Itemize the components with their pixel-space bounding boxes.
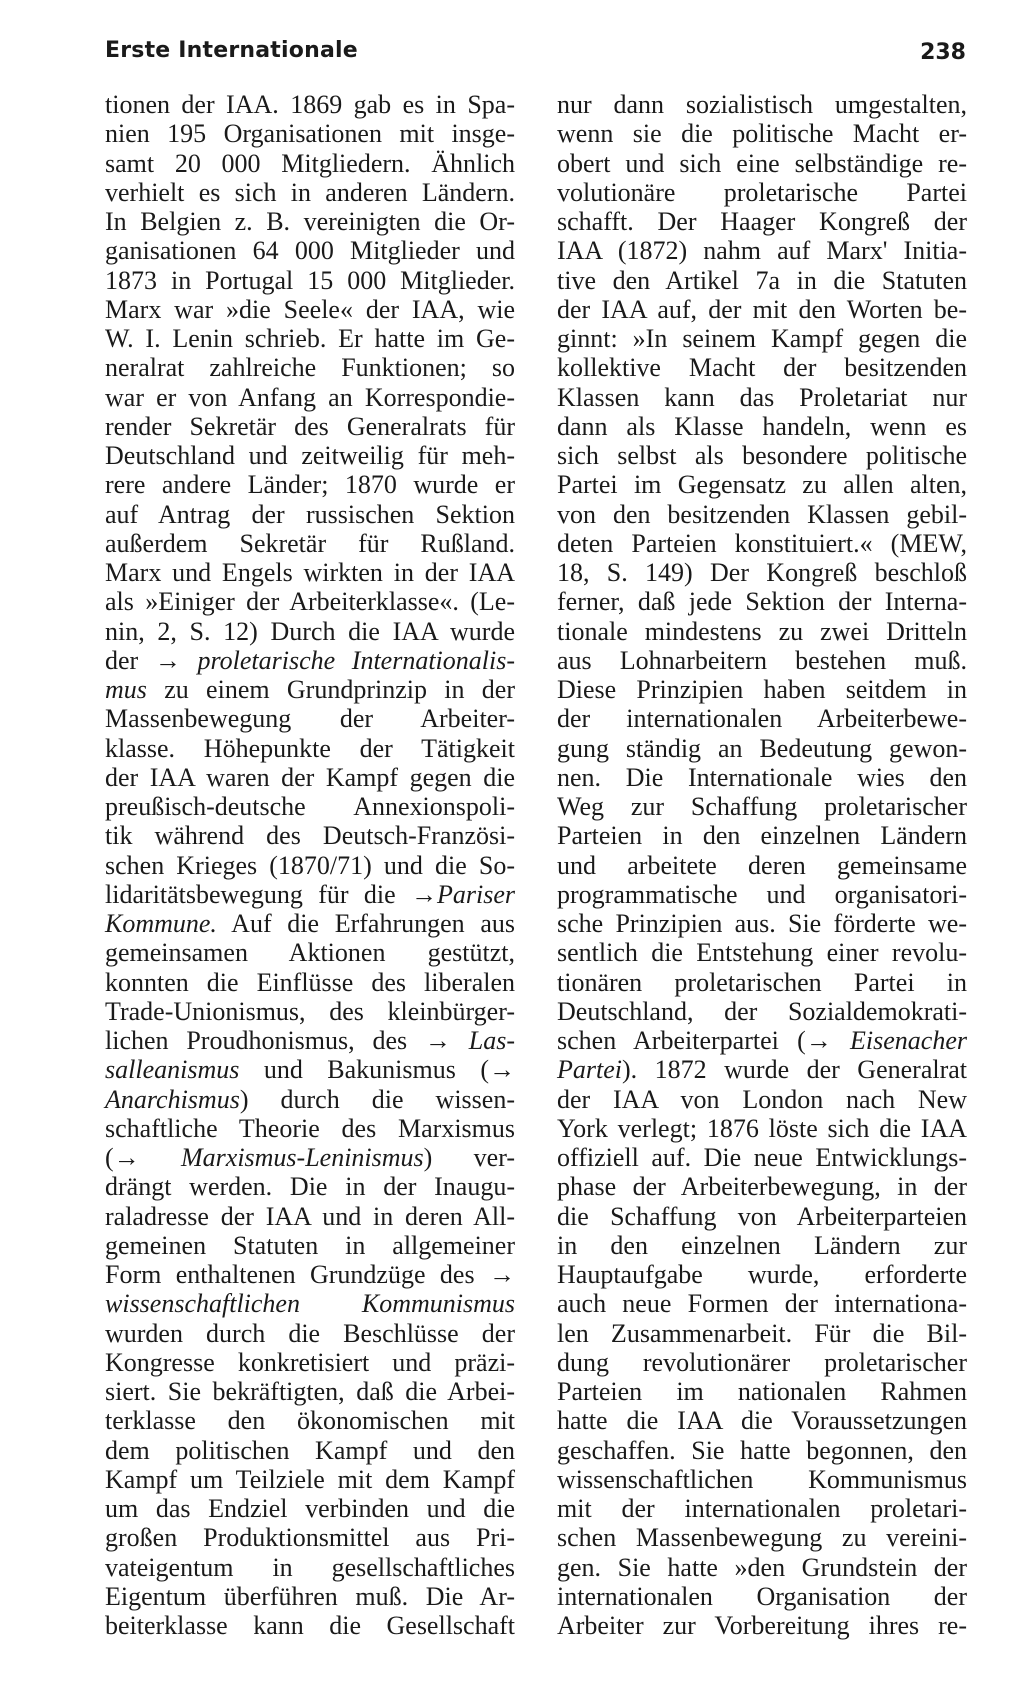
- text-line: Massenbewegung der Arbeiter-: [105, 704, 515, 734]
- text-line: außerdem Sekretär für Rußland.: [105, 528, 515, 558]
- text-line: schafft. Der Haager Kongreß der: [557, 207, 967, 236]
- text-line: Eigentum überführen muß. Die Ar-: [105, 1581, 515, 1611]
- text-line: Anarchismus) durch die wissen-: [105, 1084, 515, 1114]
- text-line: Marx war »die Seele« der IAA, wie: [105, 294, 515, 324]
- text-line: drängt werden. Die in der Inaugu-: [105, 1172, 515, 1202]
- text-line: Form enthaltenen Grundzüge des →: [105, 1260, 515, 1289]
- text-line: der IAA waren der Kampf gegen die: [105, 762, 515, 792]
- text-line: der internationalen Arbeiterbewe-: [557, 704, 967, 734]
- text-line: nen. Die Internationale wies den: [557, 762, 967, 792]
- text-line: schaftliche Theorie des Marxismus: [105, 1113, 515, 1143]
- text-line: dem politischen Kampf und den: [105, 1435, 515, 1465]
- text-line: raladresse der IAA und in deren All-: [105, 1201, 515, 1231]
- text-line: wissenschaftlichen Kommunismus: [105, 1289, 515, 1319]
- text-line: Hauptaufgabe wurde, erforderte: [557, 1260, 967, 1289]
- text-line: 1873 in Portugal 15 000 Mitglieder.: [105, 265, 515, 295]
- text-line: (→ Marxismus-Leninismus) ver-: [105, 1143, 515, 1172]
- text-line: rere andere Länder; 1870 wurde er: [105, 470, 515, 500]
- text-line: Marx und Engels wirkten in der IAA: [105, 558, 515, 587]
- text-line: der IAA auf, der mit den Worten be-: [557, 294, 967, 324]
- text-line: auch neue Formen der internationa-: [557, 1289, 967, 1319]
- text-line: volutionäre proletarische Partei: [557, 177, 967, 207]
- text-line: tive den Artikel 7a in die Statuten: [557, 265, 967, 295]
- text-line: IAA (1872) nahm auf Marx' Initia-: [557, 236, 967, 266]
- text-line: mus zu einem Grundprinzip in der: [105, 675, 515, 704]
- text-line: Parteien im nationalen Rahmen: [557, 1377, 967, 1406]
- page-number: 238: [920, 40, 966, 65]
- text-line: Weg zur Schaffung proletarischer: [557, 792, 967, 821]
- text-line: als »Einiger der Arbeiterklasse«. (Le-: [105, 587, 515, 617]
- text-line: deten Parteien konstituiert.« (MEW,: [557, 528, 967, 558]
- text-line: Klassen kann das Proletariat nur: [557, 382, 967, 412]
- text-line: gung ständig an Bedeutung gewon-: [557, 733, 967, 763]
- text-line: konnten die Einflüsse des liberalen: [105, 967, 515, 997]
- text-line: nien 195 Organisationen mit insge-: [105, 119, 515, 149]
- text-line: tionären proletarischen Partei in: [557, 967, 967, 997]
- text-line: der → proletarische Internationalis-: [105, 645, 515, 675]
- text-line: Partei). 1872 wurde der Generalrat: [557, 1055, 967, 1085]
- text-line: hatte die IAA die Voraussetzungen: [557, 1406, 967, 1436]
- text-line: gemeinsamen Aktionen gestützt,: [105, 938, 515, 968]
- text-line: York verlegt; 1876 löste sich die IAA: [557, 1113, 967, 1143]
- text-line: lidaritätsbewegung für die →Pariser: [105, 879, 515, 909]
- running-head-title: Erste Internationale: [105, 38, 358, 63]
- text-line: dann als Klasse handeln, wenn es: [557, 411, 967, 441]
- text-line: Deutschland, der Sozialdemokrati-: [557, 996, 967, 1026]
- text-line: Kampf um Teilziele mit dem Kampf: [105, 1464, 515, 1494]
- text-line: gen. Sie hatte »den Grundstein der: [557, 1552, 967, 1582]
- text-line: und arbeitete deren gemeinsame: [557, 850, 967, 880]
- text-line: Kommune. Auf die Erfahrungen aus: [105, 909, 515, 938]
- text-line: schen Massenbewegung zu vereini-: [557, 1523, 967, 1553]
- text-line: Parteien in den einzelnen Ländern: [557, 821, 967, 851]
- text-line: kollektive Macht der besitzenden: [557, 353, 967, 383]
- text-line: samt 20 000 Mitgliedern. Ähnlich: [105, 148, 515, 178]
- text-line: beiterklasse kann die Gesellschaft: [105, 1611, 515, 1640]
- text-line: obert und sich eine selbständige re-: [557, 148, 967, 178]
- text-line: mit der internationalen proletari-: [557, 1494, 967, 1523]
- text-line: lichen Proudhonismus, des → Las-: [105, 1026, 515, 1055]
- text-line: Kongresse konkretisiert und präzi-: [105, 1347, 515, 1377]
- text-line: verhielt es sich in anderen Ländern.: [105, 177, 515, 207]
- text-line: sich selbst als besondere politische: [557, 441, 967, 470]
- text-line: auf Antrag der russischen Sektion: [105, 499, 515, 529]
- text-line: wenn sie die politische Macht er-: [557, 119, 967, 149]
- text-line: 18, S. 149) Der Kongreß beschloß: [557, 558, 967, 587]
- text-line: Arbeiter zur Vorbereitung ihres re-: [557, 1611, 967, 1640]
- text-line: siert. Sie bekräftigten, daß die Arbei-: [105, 1377, 515, 1406]
- text-line: ganisationen 64 000 Mitglieder und: [105, 236, 515, 266]
- text-line: schen Krieges (1870/71) und die So-: [105, 850, 515, 880]
- text-line: gemeinen Statuten in allgemeiner: [105, 1230, 515, 1260]
- text-line: sche Prinzipien aus. Sie förderte we-: [557, 909, 967, 938]
- text-line: aus Lohnarbeitern bestehen muß.: [557, 645, 967, 675]
- text-line: großen Produktionsmittel aus Pri-: [105, 1523, 515, 1553]
- text-line: von den besitzenden Klassen gebil-: [557, 499, 967, 529]
- text-line: die Schaffung von Arbeiterparteien: [557, 1201, 967, 1231]
- text-line: vateigentum in gesellschaftliches: [105, 1552, 515, 1582]
- text-line: tik während des Deutsch-Französi-: [105, 821, 515, 851]
- text-line: geschaffen. Sie hatte begonnen, den: [557, 1435, 967, 1465]
- text-line: W. I. Lenin schrieb. Er hatte im Ge-: [105, 324, 515, 353]
- text-line: len Zusammenarbeit. Für die Bil-: [557, 1318, 967, 1348]
- text-line: Diese Prinzipien haben seitdem in: [557, 675, 967, 704]
- text-line: schen Arbeiterpartei (→ Eisenacher: [557, 1026, 967, 1055]
- text-line: phase der Arbeiterbewegung, in der: [557, 1172, 967, 1202]
- text-line: wissenschaftlichen Kommunismus: [557, 1464, 967, 1494]
- text-line: tionale mindestens zu zwei Dritteln: [557, 616, 967, 646]
- text-line: nin, 2, S. 12) Durch die IAA wurde: [105, 616, 515, 646]
- left-text-column: [105, 90, 515, 1640]
- text-line: salleanismus und Bakunismus (→: [105, 1055, 515, 1085]
- text-line: wurden durch die Beschlüsse der: [105, 1318, 515, 1348]
- text-line: war er von Anfang an Korrespondie-: [105, 382, 515, 412]
- text-line: sentlich die Entstehung einer revolu-: [557, 938, 967, 968]
- right-text-column: [557, 90, 967, 1640]
- text-line: preußisch-deutsche Annexionspoli-: [105, 792, 515, 821]
- text-line: ferner, daß jede Sektion der Interna-: [557, 587, 967, 617]
- text-line: tionen der IAA. 1869 gab es in Spa-: [105, 90, 515, 119]
- text-line: Partei im Gegensatz zu allen alten,: [557, 470, 967, 500]
- text-line: render Sekretär des Generalrats für: [105, 411, 515, 441]
- text-line: In Belgien z. B. vereinigten die Or-: [105, 207, 515, 236]
- text-line: programmatische und organisatori-: [557, 879, 967, 909]
- text-line: dung revolutionärer proletarischer: [557, 1347, 967, 1377]
- text-line: in den einzelnen Ländern zur: [557, 1230, 967, 1260]
- text-line: Deutschland und zeitweilig für meh-: [105, 441, 515, 470]
- text-line: um das Endziel verbinden und die: [105, 1494, 515, 1523]
- text-line: internationalen Organisation der: [557, 1581, 967, 1611]
- text-line: ginnt: »In seinem Kampf gegen die: [557, 324, 967, 353]
- text-line: der IAA von London nach New: [557, 1084, 967, 1114]
- text-line: nur dann sozialistisch umgestalten,: [557, 90, 967, 119]
- text-line: neralrat zahlreiche Funktionen; so: [105, 353, 515, 383]
- text-line: terklasse den ökonomischen mit: [105, 1406, 515, 1436]
- text-line: offiziell auf. Die neue Entwicklungs-: [557, 1143, 967, 1172]
- text-line: Trade-Unionismus, des kleinbürger-: [105, 996, 515, 1026]
- text-line: klasse. Höhepunkte der Tätigkeit: [105, 733, 515, 763]
